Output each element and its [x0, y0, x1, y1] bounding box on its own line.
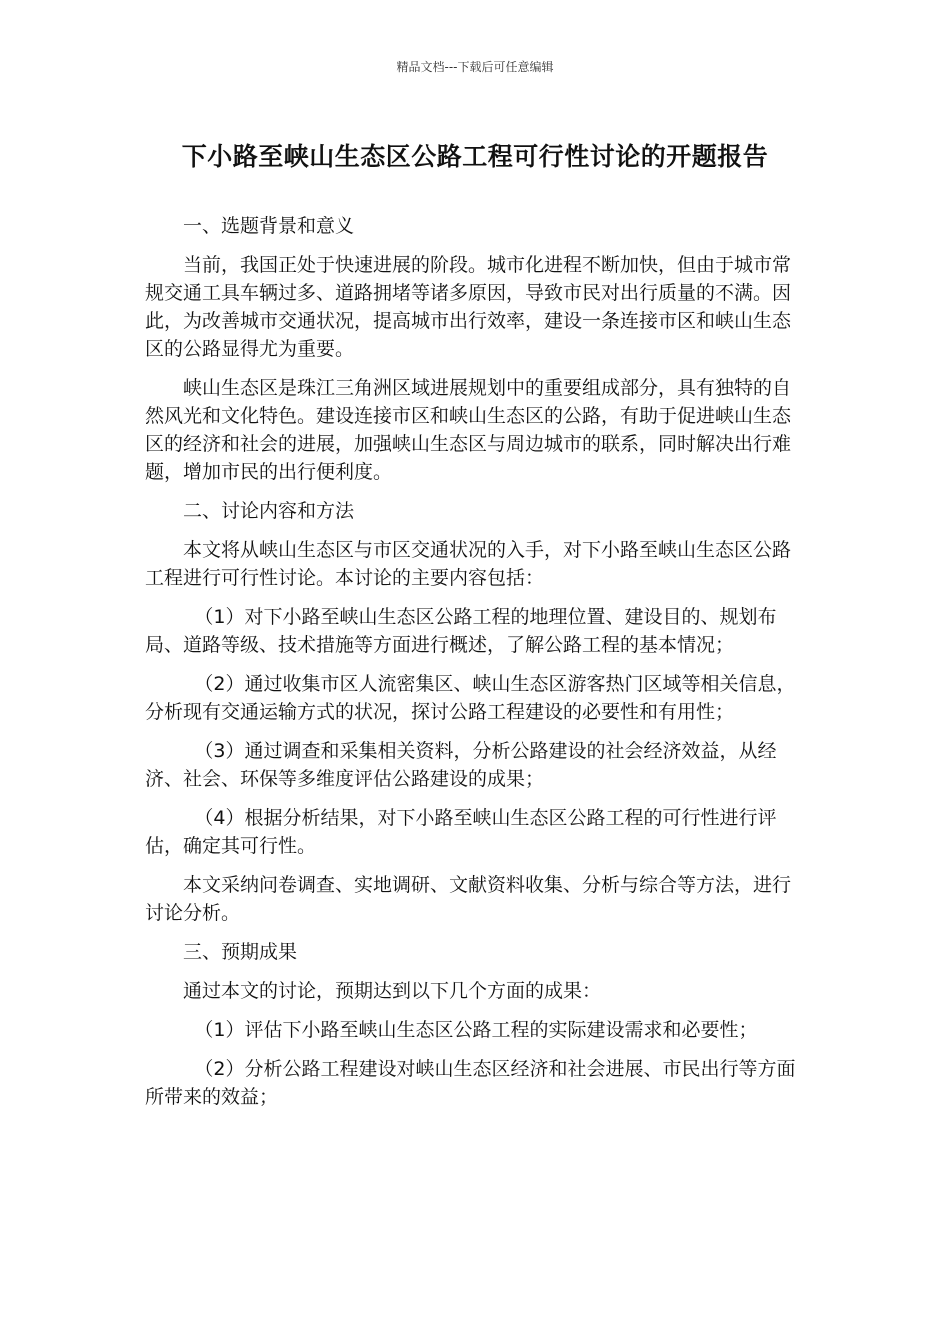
header-note: 精品文档---下载后可任意编辑 [396, 60, 554, 74]
paragraph: 通过本文的讨论，预期达到以下几个方面的成果： [183, 980, 602, 1002]
section-heading-background: 一、选题背景和意义 [183, 215, 355, 237]
list-item: （2）通过收集市区人流密集区、峡山生态区游客热门区域等相关信息，分析现有交通运输方式的状况，探讨公路工程建设的必要性和有用性； [145, 673, 796, 723]
list-item: （4）根据分析结果，对下小路至峡山生态区公路工程的可行性进行评估，确定其可行性。 [145, 807, 777, 857]
list-item: （1）对下小路至峡山生态区公路工程的地理位置、建设目的、规划布局、道路等级、技术措施等方面进行概述，了解公路工程的基本情况； [145, 606, 777, 656]
list-item: （3）通过调查和采集相关资料，分析公路建设的社会经济效益，从经济、社会、环保等多维度评估公路建设的成果； [145, 740, 777, 790]
document-body [145, 212, 807, 1122]
list-item: （2）分析公路工程建设对峡山生态区经济和社会进展、市民出行等方面所带来的效益； [145, 1058, 796, 1108]
paragraph: 当前，我国正处于快速进展的阶段。城市化进程不断加快，但由于城市常规交通工具车辆过多、道路拥堵等诸多原因，导致市民对出行质量的不满。因此，为改善城市交通状况，提高城市出行效率，建设一条连接市区和峡山生态区的公路显得尤为重要。 [145, 254, 792, 360]
paragraph: 本文采纳问卷调查、实地调研、文献资料收集、分析与综合等方法，进行讨论分析。 [145, 874, 792, 924]
paragraph: 峡山生态区是珠江三角洲区域进展规划中的重要组成部分，具有独特的自然风光和文化特色。建设连接市区和峡山生态区的公路，有助于促进峡山生态区的经济和社会的进展，加强峡山生态区与周边城市的联系，同时解决出行难题，增加市民的出行便利度。 [145, 377, 792, 483]
paragraph: 本文将从峡山生态区与市区交通状况的入手，对下小路至峡山生态区公路工程进行可行性讨论。本讨论的主要内容包括： [145, 539, 792, 589]
list-item: （1）评估下小路至峡山生态区公路工程的实际建设需求和必要性； [194, 1019, 758, 1041]
section-heading-expected-results: 三、预期成果 [183, 941, 298, 963]
section-heading-content-method: 二、讨论内容和方法 [183, 500, 355, 522]
page-title: 下小路至峡山生态区公路工程可行性讨论的开题报告 [181, 142, 769, 171]
